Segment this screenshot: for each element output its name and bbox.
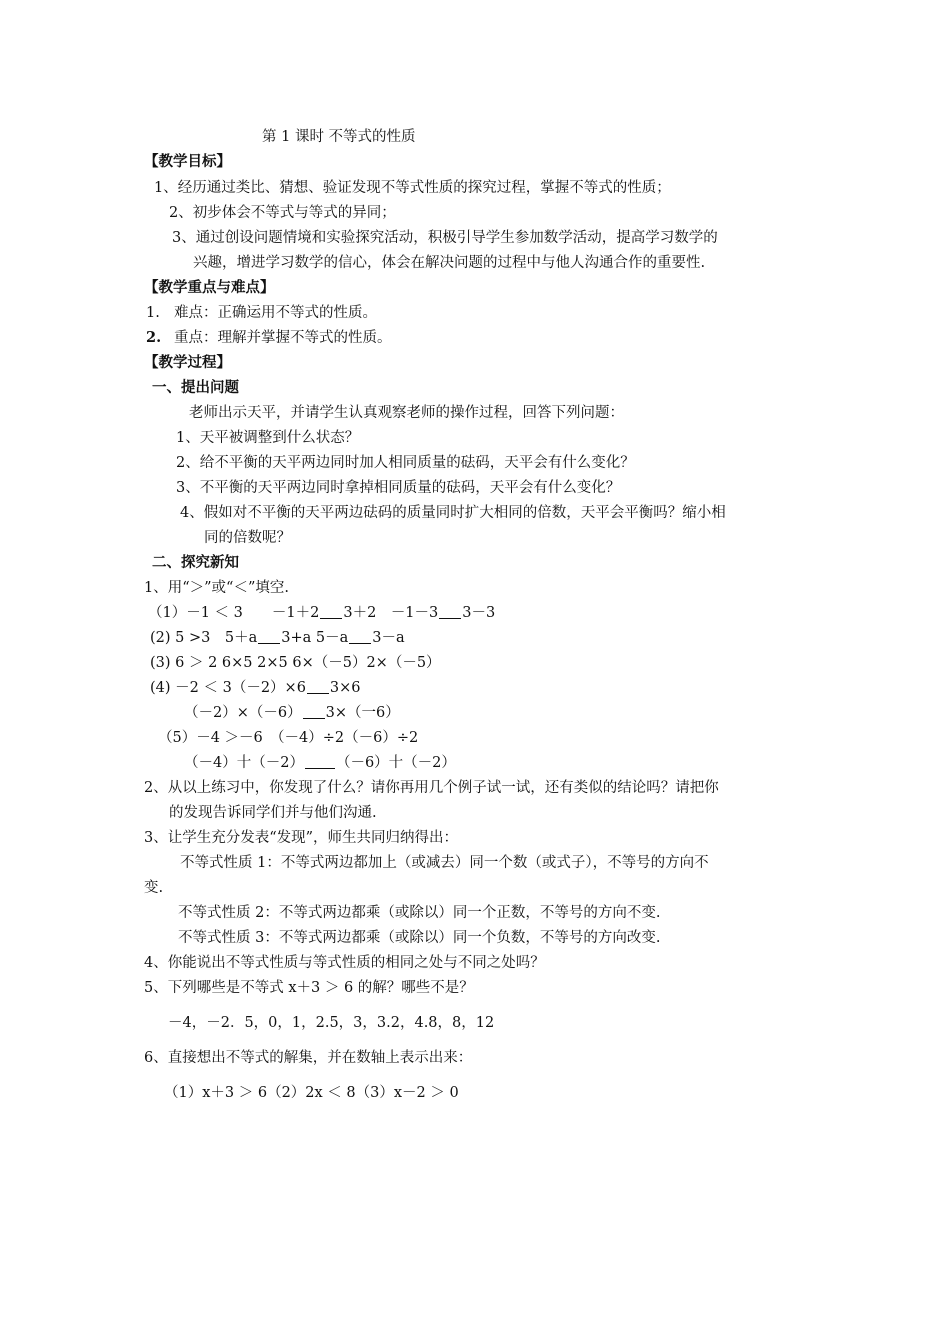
exercise-1-left: －1＋2 bbox=[271, 605, 320, 621]
exercise-5: （5）－4 ＞－6 （－4）÷2（－6）÷2 bbox=[158, 730, 419, 746]
process-heading: 【教学过程】 bbox=[144, 354, 231, 371]
goal-item-3-continued: 兴趣，增进学习数学的信心，体会在解决问题的过程中与他人沟通合作的重要性. bbox=[193, 255, 706, 271]
exercise-1-right: 3＋2 bbox=[343, 605, 377, 621]
section1-intro: 老师出示天平，并请学生认真观察老师的操作过程，回答下列问题： bbox=[189, 405, 624, 421]
goal-item-2: 2、初步体会不等式与等式的异同； bbox=[169, 205, 396, 221]
answer-blank[interactable] bbox=[439, 604, 461, 619]
goal-item-1: 1、经历通过类比、猜想、验证发现不等式性质的探究过程，掌握不等式的性质； bbox=[154, 180, 671, 196]
question-4: 4、假如对不平衡的天平两边砝码的质量同时扩大相同的倍数，天平会平衡吗？缩小相 bbox=[180, 505, 726, 521]
keypoint-text-1: 难点：正确运用不等式的性质。 bbox=[174, 305, 377, 321]
answer-blank[interactable] bbox=[305, 754, 335, 769]
page-title: 第 1 课时 不等式的性质 bbox=[262, 129, 416, 145]
keypoint-num-1: 1. bbox=[146, 305, 160, 321]
property-3: 不等式性质 3：不等式两边都乘（或除以）同一个负数，不等号的方向改变. bbox=[178, 930, 661, 946]
keypoint-item-2 bbox=[146, 328, 392, 348]
paragraph-4: 4、你能说出不等式性质与等式性质的相同之处与不同之处吗？ bbox=[144, 955, 545, 971]
exercise-intro: 1、用“＞”或“＜”填空. bbox=[144, 580, 289, 596]
property-2: 不等式性质 2：不等式两边都乘（或除以）同一个正数，不等号的方向不变. bbox=[178, 905, 661, 921]
exercise-2-right-2: 3－a bbox=[372, 630, 405, 646]
exercise-4-right: 3×6 bbox=[329, 680, 361, 696]
keypoint-item-1 bbox=[146, 303, 377, 323]
exercise-2-left-2: 5－a bbox=[315, 630, 349, 646]
paragraph-3: 3、让学生充分发表“发现”，师生共同归纳得出： bbox=[144, 830, 459, 846]
exercise-1-given: （1）－1 ＜ 3 bbox=[148, 605, 243, 621]
exercise-4-left: (4) －2 ＜ 3（－2）×6 bbox=[150, 680, 306, 696]
question-3: 3、不平衡的天平两边同时拿掉相同质量的砝码，天平会有什么变化？ bbox=[176, 480, 621, 496]
candidate-values: －4，－2．5，0，1，2.5，3，3.2，4.8，8，12 bbox=[168, 1015, 495, 1031]
question-1: 1、天平被调整到什么状态？ bbox=[176, 430, 360, 446]
exercise-4b-right: 3×（一6） bbox=[325, 705, 400, 721]
exercise-2-right: 3+a bbox=[281, 630, 312, 646]
answer-blank[interactable] bbox=[307, 679, 329, 694]
keypoint-num-2: 2. bbox=[146, 329, 162, 346]
exercise-1-right-2: 3－3 bbox=[462, 605, 496, 621]
answer-blank[interactable] bbox=[349, 629, 371, 644]
answer-blank[interactable] bbox=[258, 629, 280, 644]
question-4-continued: 同的倍数呢？ bbox=[204, 530, 291, 546]
exercise-5b-left: （－4）十（－2） bbox=[184, 755, 304, 771]
exercise-5b-right: （－6）十（－2） bbox=[335, 755, 456, 771]
section2-heading: 二、探究新知 bbox=[152, 554, 239, 571]
exercise-4b-left: （－2）×（－6） bbox=[184, 705, 302, 721]
exercise-4b bbox=[184, 703, 400, 723]
question-2: 2、给不平衡的天平两边同时加人相同质量的砝码，天平会有什么变化？ bbox=[176, 455, 635, 471]
exercise-2 bbox=[150, 628, 405, 648]
keypoint-text-2: 重点：理解并掌握不等式的性质。 bbox=[174, 330, 392, 346]
paragraph-2: 2、从以上练习中，你发现了什么？请你再用几个例子试一试，还有类似的结论吗？请把你 bbox=[144, 780, 719, 796]
paragraph-2-continued: 的发现告诉同学们并与他们沟通. bbox=[169, 805, 377, 821]
exercise-3: (3) 6 ＞ 2 6×5 2×5 6×（－5）2×（－5） bbox=[150, 655, 441, 671]
answer-blank[interactable] bbox=[320, 604, 342, 619]
goals-heading: 【教学目标】 bbox=[144, 153, 231, 170]
exercise-2-left: 5＋a bbox=[224, 630, 258, 646]
exercise-5b bbox=[184, 753, 456, 773]
section1-heading: 一、提出问题 bbox=[152, 379, 239, 396]
answer-blank[interactable] bbox=[303, 704, 325, 719]
exercise-2-given: (2) 5 >3 bbox=[150, 630, 211, 646]
exercise-1 bbox=[148, 603, 495, 623]
property-1-continued: 变. bbox=[144, 880, 164, 896]
property-1: 不等式性质 1：不等式两边都加上（或减去）同一个数（或式子），不等号的方向不 bbox=[180, 855, 709, 871]
inequality-list: （1）x＋3 ＞ 6（2）2x ＜ 8（3）x－2 ＞ 0 bbox=[164, 1085, 459, 1101]
goal-item-3: 3、通过创设问题情境和实验探究活动，积极引导学生参加数学活动，提高学习数学的 bbox=[172, 230, 718, 246]
exercise-4 bbox=[150, 678, 361, 698]
keypoints-heading: 【教学重点与难点】 bbox=[144, 279, 275, 296]
paragraph-5: 5、下列哪些是不等式 x＋3 ＞ 6 的解？哪些不是？ bbox=[144, 980, 474, 996]
paragraph-6: 6、直接想出不等式的解集，并在数轴上表示出来： bbox=[144, 1050, 473, 1066]
exercise-1-left-2: －1－3 bbox=[390, 605, 439, 621]
